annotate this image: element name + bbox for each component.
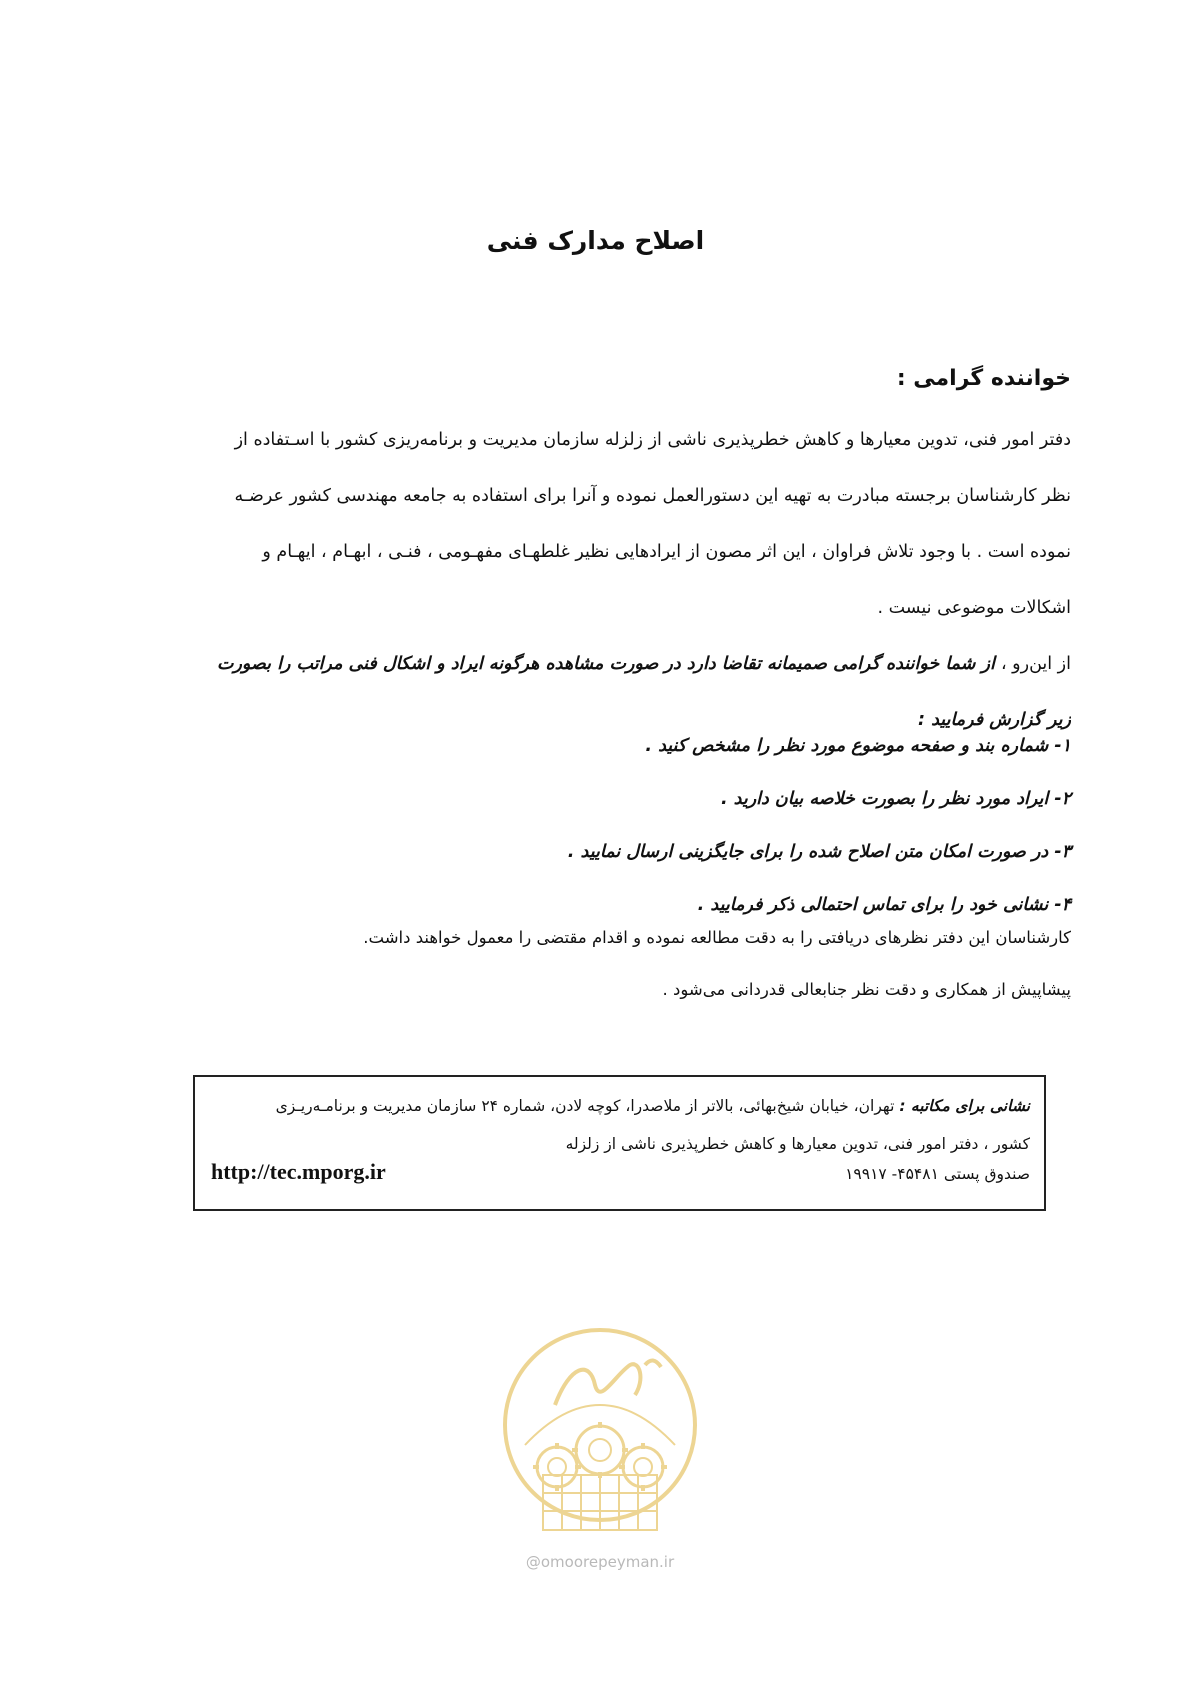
greeting-heading: خواننده گرامی :	[896, 366, 1071, 391]
address-line-1	[210, 1087, 1030, 1125]
request-line-1	[111, 636, 1071, 692]
address-line-1-text: تهران، خیابان شیخ‌بهائی، بالاتر از ملاصدرا، کوچه لادن، شماره ۲۴ سازمان مدیریت و برنامـه‌ریـزی	[275, 1097, 900, 1115]
closing-line-2: پیشاپیش از همکاری و دقت نظر جنابعالی قدردانی می‌شود .	[662, 980, 1071, 999]
paragraph-line-3: نموده است . با وجود تلاش فراوان ، این اثر مصون از ایرادهایی نظیر غلطهـای مفهـومی ، فنـی ، ابهـام ، ایهـام و	[262, 542, 1071, 562]
list-item: ۲- ایراد مورد نظر را بصورت خلاصه بیان دارید .	[720, 789, 1071, 809]
paragraph-line-4: اشکالات موضوعی نیست .	[877, 598, 1071, 618]
address-text	[210, 1087, 1030, 1163]
website-link[interactable]: http://tec.mporg.ir	[211, 1159, 386, 1184]
list-item: ۴- نشانی خود را برای تماس احتمالی ذکر فرمایید .	[697, 895, 1071, 915]
request-line-2: زیر گزارش فرمایید :	[918, 710, 1071, 730]
closing-line-1: کارشناسان این دفتر نظرهای دریافتی را به دقت مطالعه نموده و اقدام مقتضی را معمول خواهند داشت.	[363, 928, 1071, 947]
instruction-list	[111, 720, 1071, 932]
address-box	[193, 1075, 1046, 1211]
closing-paragraph	[111, 912, 1071, 1016]
paragraph-line-1: دفتر امور فنی، تدوین معیارها و کاهش خطرپذیری ناشی از زلزله سازمان مدیریت و برنامه‌ریزی کشور با اسـتفاده از	[234, 430, 1071, 450]
paragraph-line-2: نظر کارشناسان برجسته مبادرت به تهیه این دستورالعمل نموده و آنرا برای استفاده به جامعه مهندسی کشور عرضـه	[234, 486, 1071, 506]
request-emphasis: از شما خواننده گرامی صمیمانه تقاضا دارد در صورت مشاهده هرگونه ایراد و اشکال فنی مراتب را بصورت	[217, 654, 1001, 674]
request-prefix: از این‌رو ،	[1000, 654, 1071, 674]
page-title: اصلاح مدارک فنی	[486, 226, 705, 255]
list-item: ۳- در صورت امکان متن اصلاح شده را برای جایگزینی ارسال نمایید .	[567, 842, 1071, 862]
watermark-caption: @omoorepeyman.ir	[525, 1553, 675, 1571]
address-line-2: کشور ، دفتر امور فنی، تدوین معیارها و کاهش خطرپذیری ناشی از زلزله	[565, 1135, 1030, 1153]
postbox-number: صندوق پستی ۴۵۴۸۱- ۱۹۹۱۷	[845, 1165, 1030, 1183]
intro-paragraph	[111, 412, 1071, 748]
list-item: ۱- شماره بند و صفحه موضوع مورد نظر را مشخص کنید .	[645, 736, 1071, 756]
watermark-logo-icon	[495, 1325, 705, 1575]
address-label: نشانی برای مکاتبه :	[899, 1097, 1030, 1115]
